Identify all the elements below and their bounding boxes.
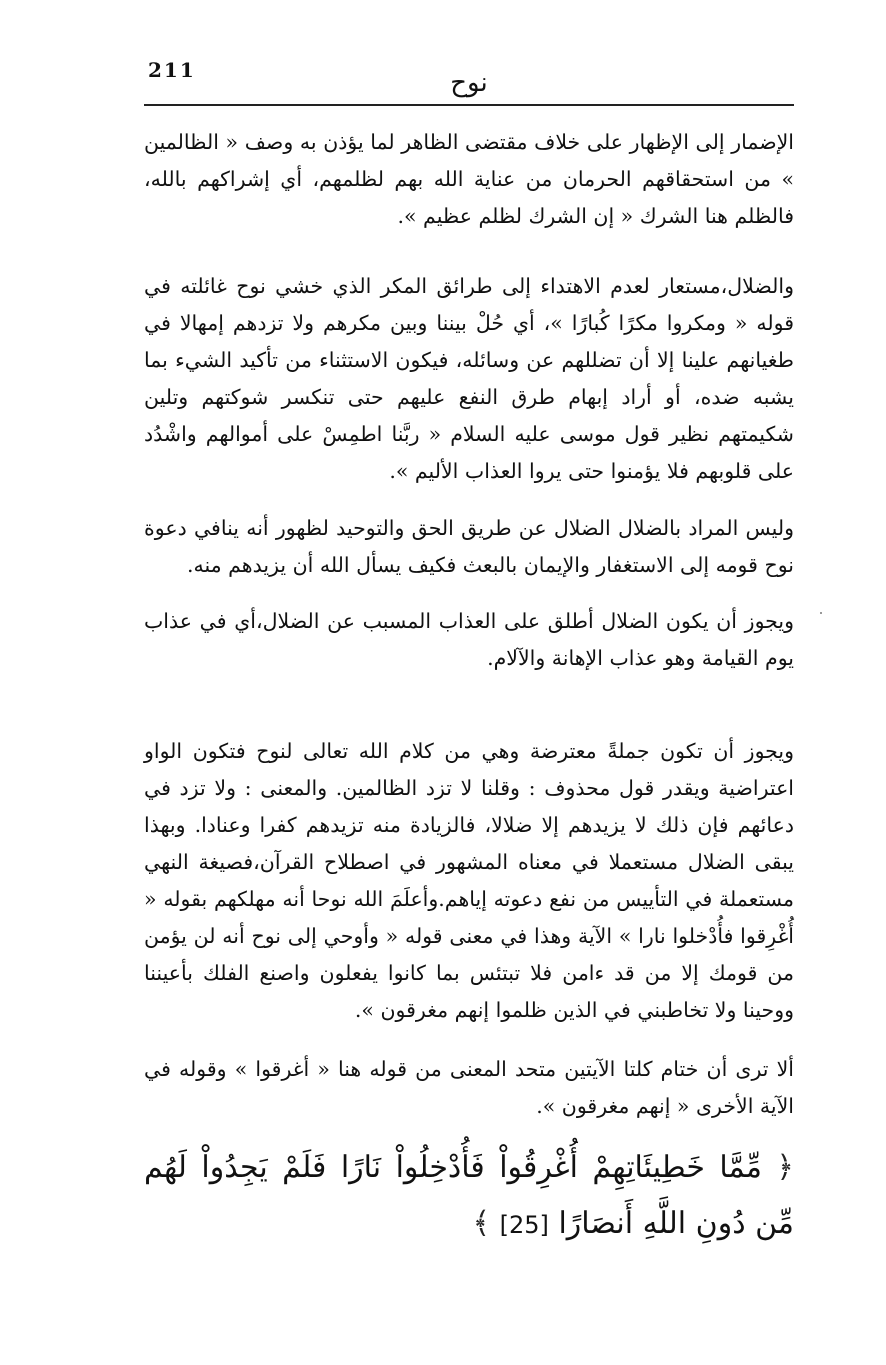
paragraph-5: ويجوز أن تكون جملةً معترضة وهي من كلام الله تعالى لنوح فتكون الواو اعتراضية ويقدر قول محذوف : وقلنا لا تزد الظالمين. والمعنى : ولا تزد في دعائهم فإن ذلك لا يزيدهم إلا ضلالا، فالزيادة منه تزيدهم كفرا وعنادا. وبهذا يبقى الضلال مستعملا في معناه المشهور في اصطلاح القرآن،فصيغة النهي مستعملة في التأييس من نفع دعوته إياهم.وأعلَمَ الله نوحا أنه مهلكهم بقوله « أُغْرِقوا فأُدْخلوا نارا » الآية وهذا في معنى قوله « وأوحي إلى نوح أنه لن يؤمن من قومك إلا من قد ءامن فلا تبتئس بما كانوا يفعلون واصنع الفلك بأعيننا ووحينا ولا تخاطبني في الذين ظلموا إنهم مغرقون ». [144,739,794,1022]
verse-open-ornament: ﴿ [776,1150,794,1185]
paragraph-1: الإضمار إلى الإظهار على خلاف مقتضى الظاهر لما يؤذن به وصف « الظالمين » من استحقاقهم الحرمان من عناية الله بهم لظلمهم، أي إشراكهم بالله، فالظلم هنا الشرك « إن الشرك لظلم عظيم ». [144,130,794,228]
ayah-number: [25] [499,1211,549,1239]
page-number: 211 [148,58,196,82]
running-title: نوح [450,68,488,98]
paragraph-2: والضلال،مستعار لعدم الاهتداء إلى طرائق المكر الذي خشي نوح غائلته في قوله « ومكروا مكرًا كُبارًا »، أي حُلْ بيننا وبين مكرهم ولا تزدهم إمهالا في طغيانهم علينا إلا أن تضللهم عن وسائله، فيكون الاستثناء من تأكيد الشيء بما يشبه ضده، أو أراد إبهام طرق النفع عليهم حتى تنكسر شوكتهم وتلين شكيمتهم نظير قول موسى عليه السلام « ربَّنا اطمِسْ على أموالهم واشْدُد على قلوبهم فلا يؤمنوا حتى يروا العذاب الأليم ». [144,274,794,483]
page-header [144,58,794,106]
verse-text: مِّمَّا خَطِيئَاتِهِمْ أُغْرِقُواْ فَأُدْخِلُواْ نَارًا فَلَمْ يَجِدُواْ لَهُم مِّن دُونِ اللَّهِ أَنصَارًا [144,1150,794,1241]
stray-dot [820,612,822,614]
quran-verse [144,1140,794,1253]
paragraph-4: ويجوز أن يكون الضلال أطلق على العذاب المسبب عن الضلال،أي في عذاب يوم القيامة وهو عذاب الإهانة والآلام. [144,609,794,670]
paragraph-3: وليس المراد بالضلال الضلال عن طريق الحق والتوحيد لظهور أنه ينافي دعوة نوح قومه إلى الاستغفار والإيمان بالبعث فكيف يسأل الله أن يزيدهم منه. [144,516,794,577]
paragraph-6: ألا ترى أن ختام كلتا الآيتين متحد المعنى من قوله هنا « أغرقوا » وقوله في الآية الأخرى « إنهم مغرقون ». [144,1057,794,1118]
verse-close-ornament: ﴾ [472,1206,491,1241]
header-rule [144,104,794,106]
